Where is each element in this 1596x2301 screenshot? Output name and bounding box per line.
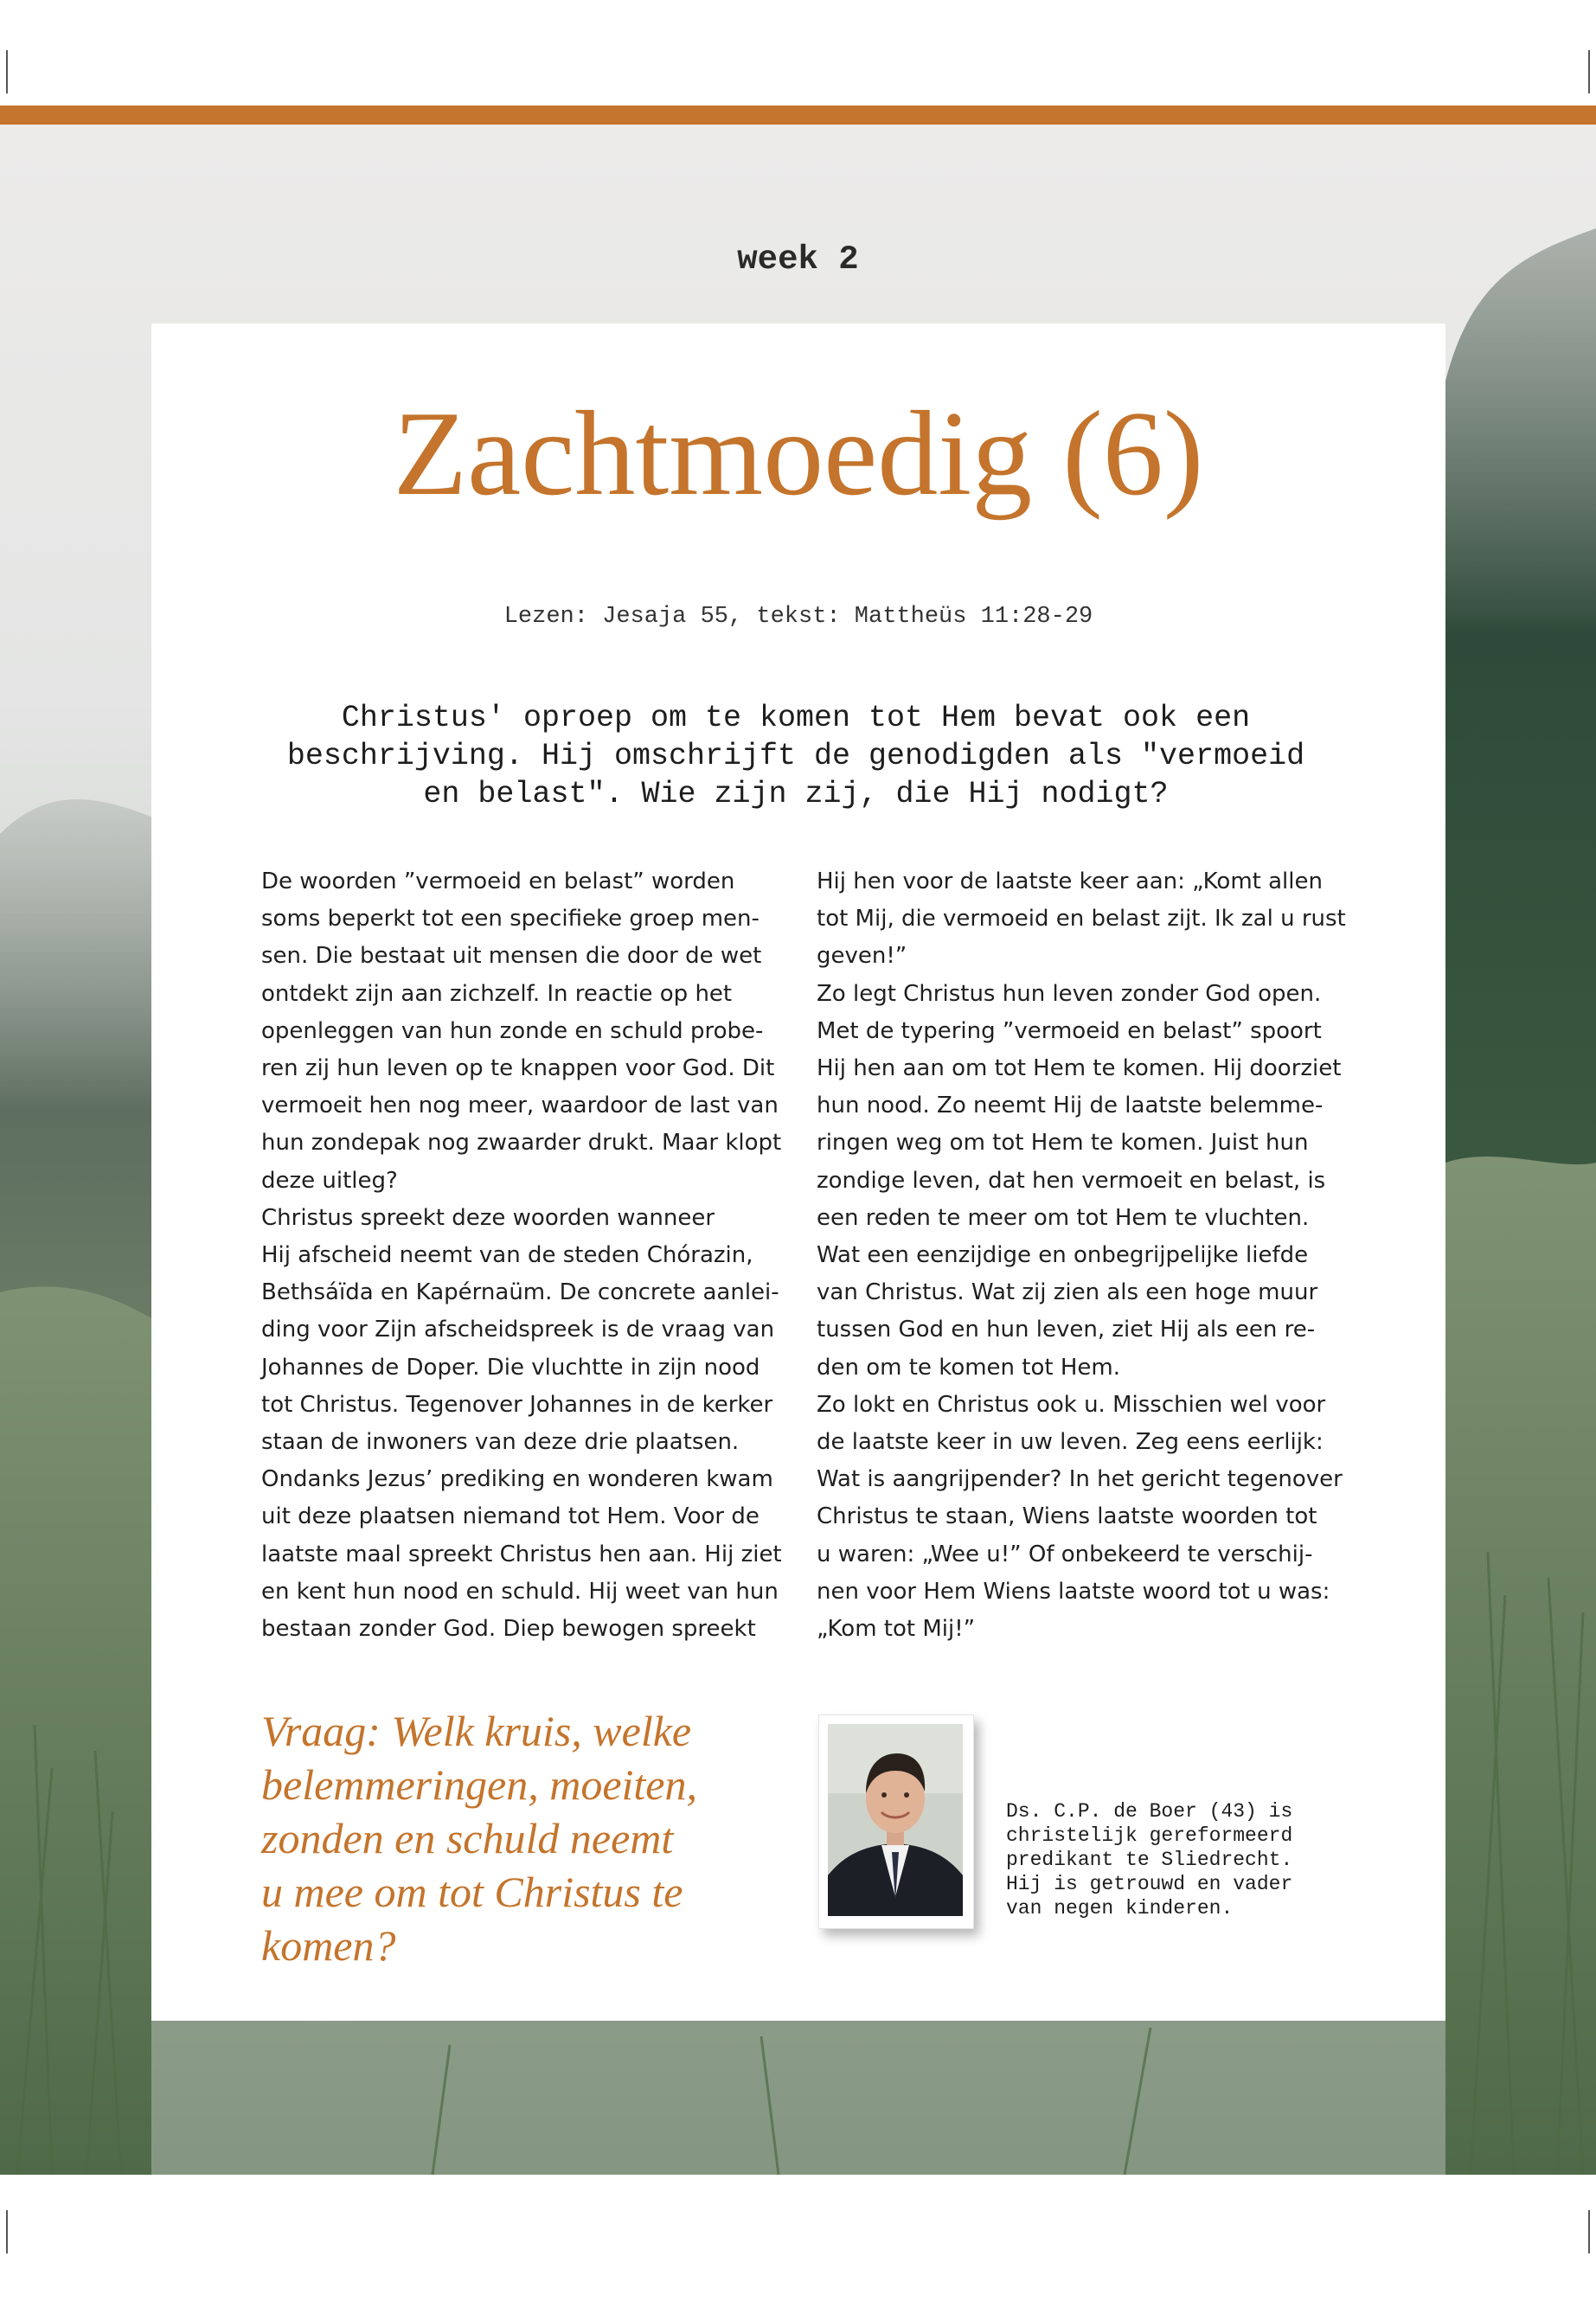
body-line: openleggen van hun zonde en schuld probe- xyxy=(261,1017,764,1044)
body-line: tot Christus. Tegenover Johannes in de kerker xyxy=(261,1391,773,1418)
body-line: Hij afscheid neemt van de steden Chórazin, xyxy=(261,1242,753,1269)
body-line: soms beperkt tot een specifieke groep men- xyxy=(261,906,760,933)
body-line: nen voor Hem Wiens laatste woord tot u was: xyxy=(817,1578,1330,1605)
intro-line: en belast". Wie zijn zij, die Hij nodigt? xyxy=(423,777,1169,811)
bio-line: christelijk gereformeerd xyxy=(1006,1824,1293,1847)
body-line: Christus spreekt deze woorden wanneer xyxy=(261,1204,715,1231)
question-line: u mee om tot Christus te xyxy=(261,1868,683,1916)
bio-line: Hij is getrouwd en vader xyxy=(1006,1873,1293,1895)
top-accent-rule xyxy=(0,106,1596,125)
body-line: Johannes de Doper. Die vluchtte in zijn nood xyxy=(261,1354,760,1381)
bio-line: van negen kinderen. xyxy=(1006,1897,1234,1920)
author-photo xyxy=(828,1724,963,1916)
scripture-reading: Lezen: Jesaja 55, tekst: Mattheüs 11:28-29 xyxy=(503,604,1093,630)
crop-mark-top-left xyxy=(6,50,8,93)
body-line: een reden te meer om tot Hem te vluchten. xyxy=(817,1204,1310,1231)
body-line: Hij hen aan om tot Hem te komen. Hij doorziet xyxy=(817,1055,1342,1082)
body-line: uit deze plaatsen niemand tot Hem. Voor de xyxy=(261,1503,760,1530)
crop-mark-bottom-left xyxy=(6,2210,8,2253)
body-line: ringen weg om tot Hem te komen. Juist hun xyxy=(817,1130,1309,1157)
article-title: Zachtmoedig (6) xyxy=(393,387,1204,521)
body-line: de laatste keer in uw leven. Zeg eens eerlijk: xyxy=(817,1429,1324,1456)
body-line: staan de inwoners van deze drie plaatsen. xyxy=(261,1429,740,1456)
body-line: Zo legt Christus hun leven zonder God open. xyxy=(817,980,1322,1007)
body-line: ontdekt zijn aan zichzelf. In reactie op het xyxy=(261,980,733,1007)
body-line: „Kom tot Mij!” xyxy=(817,1616,976,1643)
body-line: Christus te staan, Wiens laatste woorden tot xyxy=(817,1503,1317,1530)
bio-line: Ds. C.P. de Boer (43) is xyxy=(1006,1800,1293,1823)
body-line: bestaan zonder God. Diep bewogen spreekt xyxy=(261,1616,756,1643)
intro-line: Christus' oproep om te komen tot Hem bevat ook een xyxy=(341,701,1251,735)
body-line: Ondanks Jezus’ prediking en wonderen kwam xyxy=(261,1466,773,1493)
body-line: sen. Die bestaat uit mensen die door de wet xyxy=(261,943,762,970)
body-line: hun zondepak nog zwaarder drukt. Maar klopt xyxy=(261,1130,782,1157)
week-label: week 2 xyxy=(737,240,859,279)
body-line: vermoeit hen nog meer, waardoor de last van xyxy=(261,1093,779,1119)
body-line: geven!” xyxy=(817,943,907,970)
body-line: den om te komen tot Hem. xyxy=(817,1354,1120,1381)
body-line: Bethsáïda en Kapérnaüm. De concrete aanlei- xyxy=(261,1279,779,1306)
author-photo-frame xyxy=(818,1715,974,1929)
body-line: Wat is aangrijpender? In het gericht tegenover xyxy=(817,1466,1343,1493)
question-line: Vraag: Welk kruis, welke xyxy=(261,1707,692,1755)
body-line: zondige leven, dat hen vermoeit en belast, is xyxy=(817,1167,1326,1194)
question-line: komen? xyxy=(261,1921,396,1970)
body-line: ren zij hun leven op te knappen voor God. Dit xyxy=(261,1055,775,1082)
body-column-left xyxy=(261,863,782,1648)
body-line: Wat een eenzijdige en onbegrijpelijke liefde xyxy=(817,1242,1309,1269)
bio-line: predikant te Sliedrecht. xyxy=(1006,1849,1293,1871)
body-line: deze uitleg? xyxy=(261,1167,398,1194)
body-line: Met de typering ”vermoeid en belast” spoort xyxy=(817,1017,1322,1044)
body-line: ding voor Zijn afscheidspreek is de vraag van xyxy=(261,1317,775,1343)
body-line: De woorden ”vermoeid en belast” worden xyxy=(261,868,735,894)
body-line: en kent hun nood en schuld. Hij weet van hun xyxy=(261,1578,779,1605)
body-column-right xyxy=(817,863,1346,1648)
body-line: u waren: „Wee u!” Of onbekeerd te verschij- xyxy=(817,1541,1313,1567)
intro-line: beschrijving. Hij omschrijft de genodigden als "vermoeid xyxy=(286,739,1305,773)
intro-paragraph xyxy=(260,699,1332,813)
reflection-question xyxy=(261,1704,780,1972)
author-portrait-illustration xyxy=(828,1724,963,1916)
body-line: hun nood. Zo neemt Hij de laatste belemme- xyxy=(817,1093,1324,1119)
question-line: zonden en schuld neemt xyxy=(261,1814,674,1862)
body-line: laatste maal spreekt Christus hen aan. Hij ziet xyxy=(261,1541,782,1567)
body-line: Hij hen voor de laatste keer aan: „Komt allen xyxy=(817,868,1323,894)
crop-mark-top-right xyxy=(1588,50,1590,93)
body-line: tot Mij, die vermoeid en belast zijt. Ik zal u rust xyxy=(817,906,1346,933)
body-line: van Christus. Wat zij zien als een hoge muur xyxy=(817,1279,1318,1306)
crop-mark-bottom-right xyxy=(1588,2210,1590,2253)
question-line: belemmeringen, moeiten, xyxy=(261,1760,698,1809)
body-line: tussen God en hun leven, ziet Hij als een re- xyxy=(817,1317,1316,1343)
author-bio xyxy=(1006,1799,1352,1920)
body-line: Zo lokt en Christus ook u. Misschien wel voor xyxy=(817,1391,1326,1418)
